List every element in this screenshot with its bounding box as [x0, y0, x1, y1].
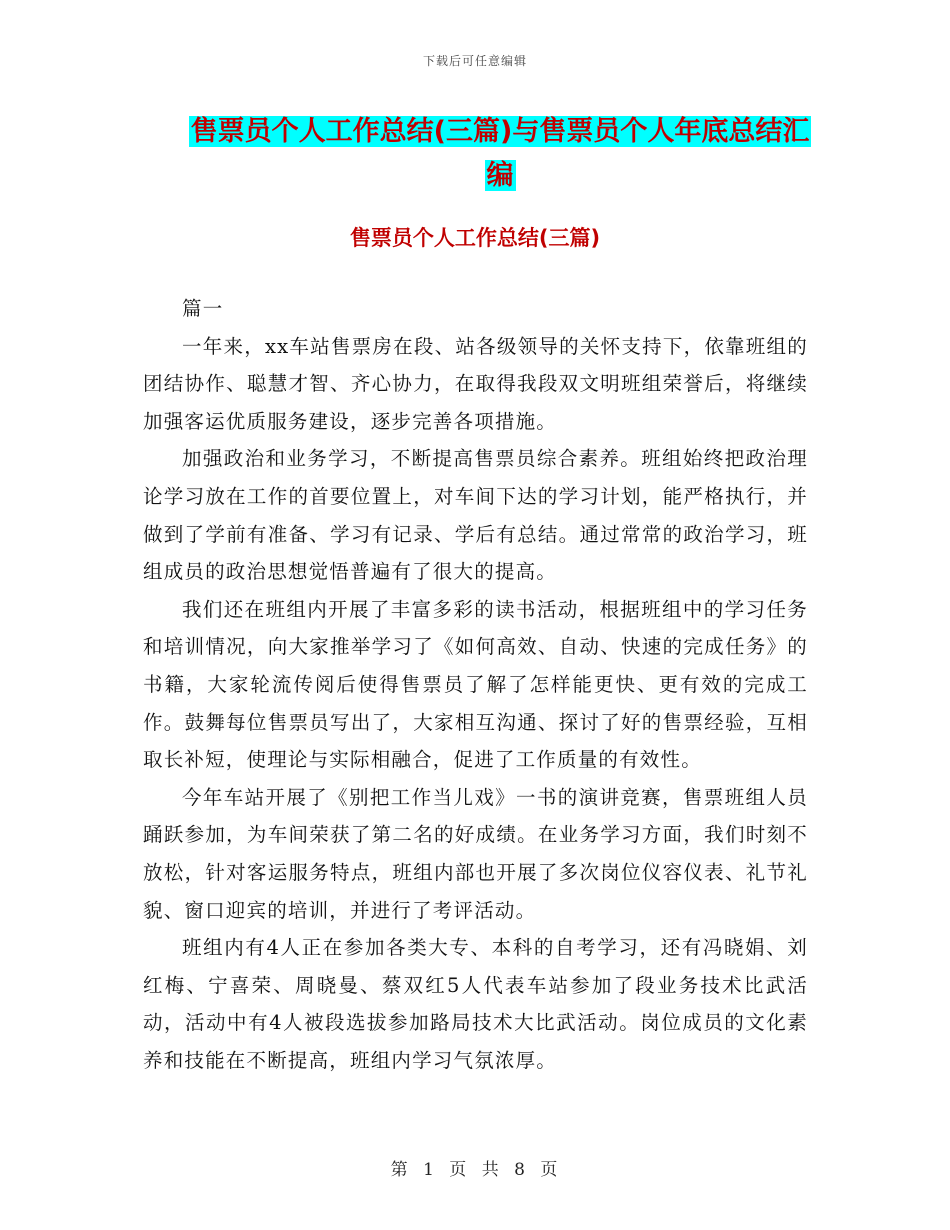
section-title: 售票员个人工作总结(三篇): [349, 226, 601, 250]
page-number-footer: 第 1 页 共 8 页: [390, 1160, 560, 1180]
paragraph: 一年来，xx车站售票房在段、站各级领导的关怀支持下，依靠班组的团结协作、聪慧才智、齐心协力，在取得我段双文明班组荣誉后，将继续加强客运优质服务建设，逐步完善各项措施。: [143, 334, 808, 433]
document-title: [150, 110, 850, 198]
body-text: [143, 290, 808, 1079]
title-line-2: 编: [486, 160, 514, 191]
paragraph: 我们还在班组内开展了丰富多彩的读书活动，根据班组中的学习任务和培训情况，向大家推举学习了《如何高效、自动、快速的完成任务》的书籍，大家轮流传阅后使得售票员了解了怎样能更快、更有效的完成工作。鼓舞每位售票员写出了，大家相互沟通、探讨了好的售票经验，互相取长补短，使理论与实际相融合，促进了工作质量的有效性。: [143, 597, 808, 772]
title-line-1: 售票员个人工作总结(三篇)与售票员个人年底总结汇: [190, 116, 810, 147]
paragraph: 班组内有4人正在参加各类大专、本科的自考学习，还有冯晓娟、刘红梅、宁喜荣、周晓曼、蔡双红5人代表车站参加了段业务技术比武活动，活动中有4人被段选拔参加路局技术大比武活动。岗位成员的文化素养和技能在不断提高，班组内学习气氛浓厚。: [143, 936, 808, 1072]
paragraph: 加强政治和业务学习，不断提高售票员综合素养。班组始终把政治理论学习放在工作的首要位置上，对车间下达的学习计划，能严格执行，并做到了学前有准备、学习有记录、学后有总结。通过常常的政治学习，班组成员的政治思想觉悟普遍有了很大的提高。: [143, 447, 808, 584]
header-note: 下载后可任意编辑: [422, 54, 527, 68]
paragraph: 今年车站开展了《别把工作当儿戏》一书的演讲竞赛，售票班组人员踊跃参加，为车间荣获了第二名的好成绩。在业务学习方面，我们时刻不放松，针对客运服务特点，班组内部也开展了多次岗位仪容仪表、礼节礼貌、窗口迎宾的培训，并进行了考评活动。: [143, 785, 808, 922]
paragraph-section-label: 篇一: [182, 297, 224, 320]
